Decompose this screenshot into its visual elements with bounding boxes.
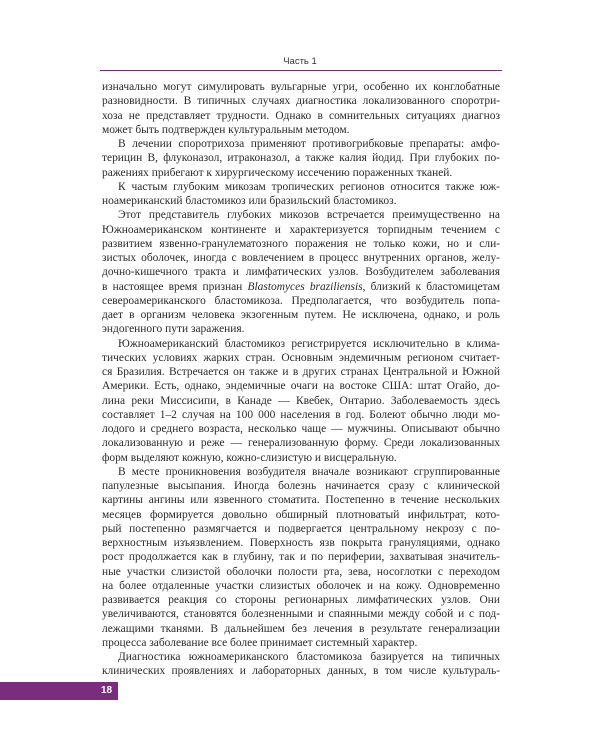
- text-line: составляет 1–2 случая на 100 000 населения в год. Болеют обычно люди мо-: [102, 408, 500, 421]
- text-line: лодого и среднего возраста, несколько чаще — мужчины. Описывают обычно: [102, 423, 500, 435]
- paragraph: [102, 650, 500, 679]
- text-line: рый постепенно размягчается и подвергается центральному некрозу с по-: [102, 522, 500, 535]
- paragraph: [102, 337, 500, 465]
- body-text: [102, 80, 500, 679]
- text-line: хоза не представляет трудности. Однако в сомнительных ситуациях диагноз: [102, 109, 500, 122]
- text-line: ные участки слизистой оболочки полости рта, зева, носоглотки с переходом: [102, 565, 500, 578]
- text-line: рост продолжается как в глубину, так и по периферии, захватывая значитель-: [102, 551, 500, 564]
- text-line: В лечении споротрихоза применяют противогрибковые препараты: амфо-: [118, 138, 500, 150]
- text-line: на более отдаленные участки слизистых оболочек и на кожу. Одновременно: [102, 579, 500, 592]
- paragraph: [102, 137, 500, 180]
- text-line: Этот представитель глубоких микозов встречается преимущественно на: [118, 209, 500, 222]
- header-rule: [100, 70, 502, 71]
- text-line: изначально могут симулировать вульгарные угри, особенно их конглобатные: [102, 81, 500, 93]
- text-line: Диагностика южноамериканского бластомикоза базируется на типичных: [118, 651, 500, 663]
- text-line: в настоящее время признан Blastomyces braziliensis, близкий к бластомицетам: [102, 280, 500, 293]
- text-line: локализованную и реже — генерализованную форму. Среди локализованных: [102, 437, 500, 450]
- text-line: К частым глубоким микозам тропических регионов относится также юж-: [118, 180, 500, 193]
- text-line: дочно-кишечного тракта и лимфатических узлов. Возбудителем заболевания: [102, 266, 500, 279]
- text-line: В месте проникновения возбудителя вначале возникают сгруппированные: [118, 465, 500, 478]
- text-line: Америки. Есть, однако, эндемичные очаги на востоке США: штат Огайо, до-: [102, 380, 500, 393]
- text-line: ражениях прибегают к хирургическому иссечению пораженных тканей.: [102, 166, 453, 179]
- text-line: разновидности. В типичных случаях диагностика локализованного споротри-: [102, 95, 500, 108]
- text-line: лежащими тканями. В дальнейшем без лечения в результате генерализации: [102, 622, 500, 635]
- text-line: ноамериканский бластомикоз или бразильский бластомикоз.: [102, 195, 397, 207]
- text-line: терицин В, флуконазол, итраконазол, а также калия йодид. При глубоких по-: [102, 152, 500, 165]
- text-line: североамериканского бластомикоза. Предполагается, что возбудитель попа-: [102, 294, 500, 307]
- text-line: развивается реакция со стороны регионарных лимфатических узлов. Они: [102, 594, 500, 606]
- text-line: увеличиваются, становятся болезненными и спаянными между собой и с под-: [102, 608, 500, 621]
- paragraph: [102, 80, 500, 137]
- text-line: месяцев формируется довольно обширный плотноватый инфильтрат, кото-: [102, 508, 500, 521]
- text-line: процесса заболевание все более принимает системный характер.: [102, 636, 418, 649]
- paragraph: [102, 465, 500, 650]
- text-line: лина реки Миссисипи, в Канаде — Квебек, Онтарио. Заболеваемость здесь: [102, 394, 500, 407]
- text-line: Южноамериканский бластомикоз регистрируется исключительно в клима-: [118, 337, 500, 350]
- text-line: зистых оболочек, иногда с вовлечением в процесс внутренних органов, желу-: [102, 252, 500, 264]
- text-line: тических условиях жарких стран. Основным эндемичным регионом считает-: [102, 351, 500, 364]
- paragraph: [102, 180, 500, 209]
- species-name: Blastomyces braziliensis: [247, 280, 363, 293]
- page-number: 18: [101, 685, 113, 696]
- text-line: клинических проявлениях и лабораторных данных, в том числе культураль-: [102, 665, 500, 678]
- text-line: Южноамериканском континенте и характеризуется торпидным течением с: [102, 223, 500, 236]
- text-line: дает в организм человека экзогенным путем. Не исключена, однако, и роль: [102, 309, 500, 321]
- text-line: верхностным изъязвлением. Поверхность язв покрыта грануляциями, однако: [102, 537, 500, 549]
- text-line: развитием язвенно-гранулематозного поражения не только кожи, но и сли-: [102, 237, 500, 250]
- text-line: может быть подтвержден культуральным методом.: [102, 123, 350, 136]
- text-line: эндогенного пути заражения.: [102, 323, 245, 336]
- running-header: Часть 1: [283, 56, 317, 67]
- paragraph: [102, 208, 500, 336]
- text-line: папулезные высыпания. Иногда болезнь начинается сразу с клинической: [102, 480, 500, 492]
- text-line: форм выделяют кожную, кожно-слизистую и висцеральную.: [102, 451, 397, 464]
- text-line: картины ангины или язвенного стоматита. Постепенно в течение нескольких: [102, 494, 500, 507]
- text-line: ся Бразилия. Встречается он также и в других странах Центральной и Южной: [102, 366, 500, 378]
